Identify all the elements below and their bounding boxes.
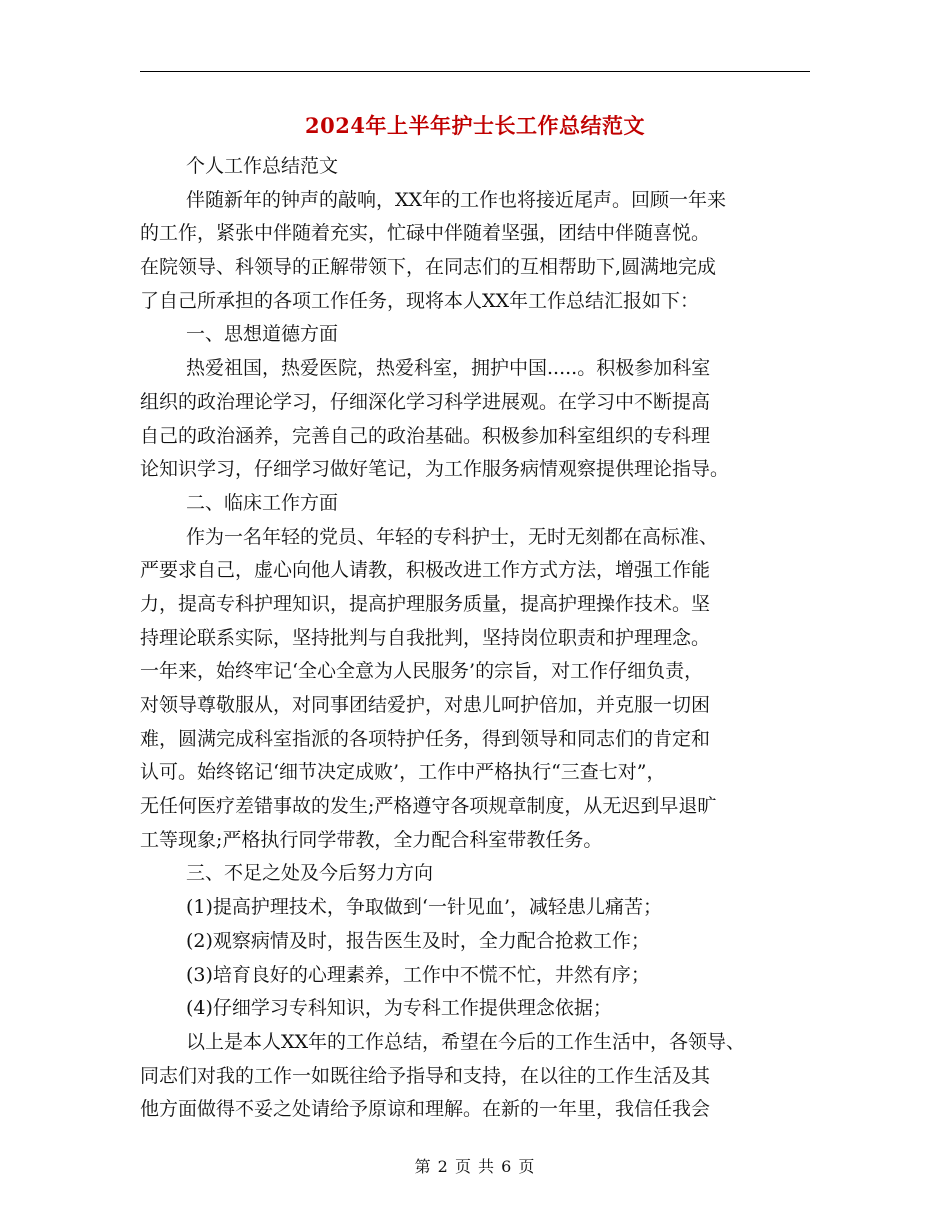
text-line: (2)观察病情及时，报告医生及时，全力配合抢救工作； — [186, 929, 650, 952]
document-title: 2024年上半年护士长工作总结范文 — [305, 113, 645, 138]
text-line: 一、思想道德方面 — [186, 323, 339, 346]
text-line: 伴随新年的钟声的敲响，XX年的工作也将接近尾声。回顾一年来 — [186, 188, 727, 211]
text-line: 无任何医疗差错事故的发生;严格遵守各项规章制度，从无迟到早退旷 — [140, 795, 717, 818]
text-line: 工等现象;严格执行同学带教，全力配合科室带教任务。 — [140, 828, 603, 851]
text-line: 二、临床工作方面 — [186, 491, 339, 514]
text-line: (1)提高护理技术，争取做到‘一针见血’，减轻患儿痛苦； — [186, 896, 662, 919]
text-line: (4)仔细学习专科知识，为专科工作提供理念依据； — [186, 997, 612, 1020]
text-line: 以上是本人XX年的工作总结，希望在今后的工作生活中，各领导、 — [186, 1030, 746, 1053]
text-line: 作为一名年轻的党员、年轻的专科护士，无时无刻都在高标准、 — [186, 525, 719, 548]
text-line: 在院领导、科领导的正解带领下，在同志们的互相帮助下,圆满地完成 — [140, 256, 717, 279]
text-line: 个人工作总结范文 — [186, 155, 339, 177]
text-line: 了自己所承担的各项工作任务，现将本人XX年工作总结汇报如下： — [140, 289, 700, 312]
text-line: 严要求自己，虚心向他人请教，积极改进工作方式方法，增强工作能 — [140, 559, 711, 582]
text-line: 组织的政治理论学习，仔细深化学习科学进展观。在学习中不断提高 — [140, 390, 711, 413]
text-line: 自己的政治涵养，完善自己的政治基础。积极参加科室组织的专科理 — [140, 424, 711, 447]
page-footer: 第 2 页 共 6 页 — [414, 1157, 536, 1176]
text-line: 他方面做得不妥之处请给予原谅和理解。在新的一年里，我信任我会 — [140, 1098, 711, 1121]
text-line: 持理论联系实际，坚持批判与自我批判，坚持岗位职责和护理理念。 — [140, 626, 711, 649]
text-line: 难，圆满完成科室指派的各项特护任务，得到领导和同志们的肯定和 — [140, 727, 711, 750]
text-line: 同志们对我的工作一如既往给予指导和支持，在以往的工作生活及其 — [140, 1064, 711, 1087]
text-line: 一年来，始终牢记‘全心全意为人民服务’的宗旨，对工作仔细负责， — [140, 660, 704, 683]
text-line: 论知识学习，仔细学习做好笔记，为工作服务病情观察提供理论指导。 — [140, 458, 730, 481]
text-line: 对领导尊敬服从，对同事团结爱护，对患儿呵护倍加，并克服一切困 — [140, 694, 711, 716]
header-rule — [140, 71, 810, 72]
text-line: 的工作，紧张中伴随着充实，忙碌中伴随着坚强，团结中伴随喜悦。 — [140, 222, 711, 245]
text-line: (3)培育良好的心理素养，工作中不慌不忙，井然有序； — [186, 963, 650, 986]
text-line: 认可。始终铭记‘细节决定成败’，工作中严格执行“三查七对”， — [140, 761, 666, 784]
document-body — [140, 150, 820, 1127]
text-line: 热爱祖国，热爱医院，热爱科室，拥护中国.....。积极参加科室 — [186, 357, 711, 380]
text-line: 力，提高专科护理知识，提高护理服务质量，提高护理操作技术。坚 — [140, 592, 711, 615]
text-line: 三、不足之处及今后努力方向 — [186, 862, 434, 885]
